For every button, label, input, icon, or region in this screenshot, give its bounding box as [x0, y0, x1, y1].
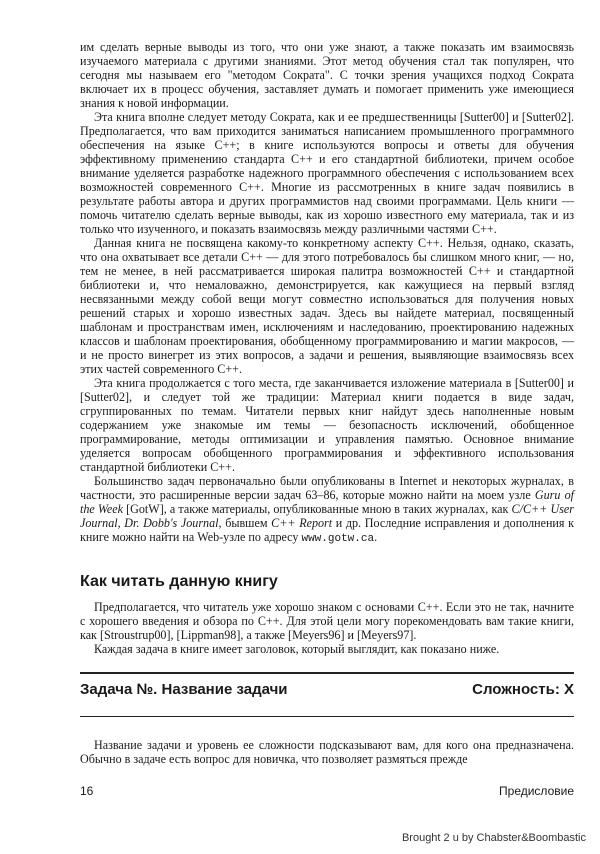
paragraph: Предполагается, что читатель уже хорошо знаком с основами C++. Если это не так, начните с хорошего введения и обзора по C++. Для этой цели могу порекомендовать вам такие книги, как [Stroustrup00], [Lippman98], а также [Meyers96] и [Meyers97]. — [80, 600, 574, 642]
tail-text — [80, 738, 574, 766]
journal-names: C/C++ User Journal, Dr. Dobb's Journal — [80, 502, 574, 530]
paragraph: Данная книга не посвящена какому-то конкретному аспекту C++. Нельзя, однако, сказать, что она охватывает все детали C++ — для этого потребовалось бы слишком много книг, — но, тем не менее, в ней рассматривается широкая палитра возможностей C++ и стандартной библиотеки и, что немаловажно, демонстрируется, как кажущиеся на первый взгляд несвязанными между собой вещи могут совместно использоваться для получения новых решений старых и хорошо известных задач. Здесь вы найдете материал, посвященный шаблонам и пространствам имен, исключениям и наследованию, проектированию надежных классов и шаблонам проектирования, обобщенному программированию и магии макросов, — и не просто винегрет из этих вопросов, а задачи и решения, выявляющие взаимосвязь всех этих частей современного C++. — [80, 236, 574, 376]
paragraph: Каждая задача в книге имеет заголовок, который выглядит, как показано ниже. — [94, 642, 500, 656]
paragraph: Название задачи и уровень ее сложности подсказывают вам, для кого она предназначена. Обычно в задаче есть вопрос для новичка, что позволяет размяться прежде — [80, 738, 574, 766]
paragraph-sources: Большинство задач первоначально были опубликованы в Internet и некоторых журналах, в частности, это расширенные версии задач 63–86, которые можно найти на моем узле Guru of the Week [GotW], а также материалы, опубликованные мною в таких журналах, как C/C++ User Journal, Dr. Dobb's Journal, бывшем C++ Report и др. Последние исправления и дополнения к книге можно найти на Web-узле по адресу www.gotw.ca. — [80, 474, 574, 545]
page-number: 16 — [80, 784, 94, 798]
scan-credit: Brought 2 u by Chabster&Boombastic — [401, 832, 586, 844]
divider — [80, 672, 574, 674]
task-title: Задача №. Название задачи — [80, 681, 288, 698]
paragraph: им сделать верные выводы из того, что они уже знают, а также показать им взаимосвязь изучаемого материала с другими знаниями. Этот метод обучения стал так популярен, что сегодня мы называем его "методом Сократа". С точки зрения учащихся подход Сократа включает их в процесс обучения, заставляет думать и помогает применить уже имеющиеся знания к новой информации. — [80, 40, 574, 110]
gotw-name: Guru of the Week — [80, 488, 574, 516]
task-difficulty: Сложность: X — [472, 681, 574, 698]
page-footer — [80, 784, 574, 802]
task-header-example — [80, 672, 574, 718]
website-link[interactable]: www.gotw.ca — [301, 533, 375, 545]
divider — [80, 716, 574, 717]
paragraph: Эта книга вполне следует методу Сократа, как и ее предшественницы [Sutter00] и [Sutter02]. Предполагается, что вам приходится заниматься написанием промышленного программного обеспечения на языке C++; в книге используются вопросы и ответы для обучения эффективному применению стандарта C++ и его стандартной библиотеки, причем особое внимание уделяется разработке надежного программного обеспечения с использованием всех возможностей современного C++. Многие из рассмотренных в книге задач появились в результате работы автора и других программистов над своими программами. Цель книги — помочь читателю сделать верные выводы, как из хорошо известного ему материала, так и из только что изученного, и показать взаимосвязь между различными частями C++. — [80, 110, 574, 236]
section-text — [80, 600, 574, 656]
running-title: Предисловие — [499, 784, 574, 798]
section-title: Как читать данную книгу — [80, 573, 278, 590]
paragraph: Эта книга продолжается с того места, где заканчивается изложение материала в [Sutter00] и [Sutter02], и следует той же традиции: Материал книги подается в виде задач, сгруппированных по темам. Читатели первых книг найдут здесь наполненные новым содержанием уже знакомые им темы — безопасность исключений, обобщенное программирование, методы оптимизации и управления памятью. Основное внимание уделяется вопросам обобщенного программирования и эффективного использования стандартной библиотеки C++. — [80, 376, 574, 474]
report-name: C++ Report — [271, 516, 333, 530]
body-text — [80, 40, 574, 546]
